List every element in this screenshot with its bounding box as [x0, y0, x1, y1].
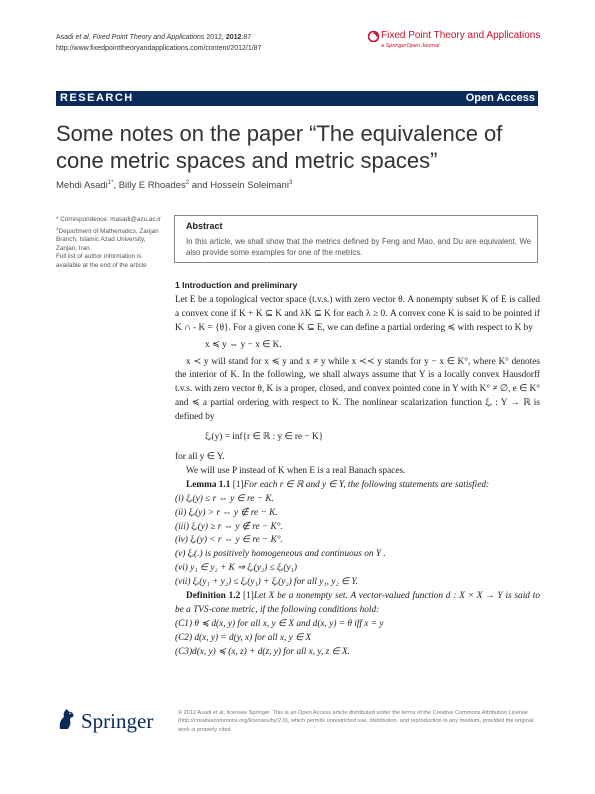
article-url[interactable]: http://www.fixedpointtheoryandapplications.com/content/2012/1/87 — [56, 45, 262, 52]
definition-label: Definition 1.2 — [186, 591, 241, 602]
section-heading: 1 Introduction and preliminary — [175, 280, 298, 290]
equation: ξₑ(y) = inf{r ∈ ℝ : y ∈ re − K} — [205, 432, 324, 443]
author-name[interactable]: Billy E Rhoades — [118, 180, 186, 192]
article-title: Some notes on the paper “The equivalence of cone metric spaces and metric spaces” — [56, 121, 503, 173]
lemma-item: (vi) y₁ ∈ y₂ + K ⇒ ξₑ(y₂) ≤ ξₑ(y₁) — [175, 563, 297, 574]
author-affiliation-mark: 1* — [107, 180, 114, 186]
citation-authors: Asadi — [56, 34, 76, 41]
citation-article: :87 — [241, 34, 252, 41]
affiliation — [56, 225, 166, 254]
journal-subtitle: a SpringerOpen Journal — [381, 43, 440, 49]
author-affiliation-mark: 2 — [185, 180, 190, 186]
header-citation — [56, 32, 261, 54]
journal-logo — [368, 31, 543, 55]
abstract-text: In this article, we shall show that the metrics defined by Feng and Mao, and Du are equivalent. We also provide some examples for one of the metrics. — [186, 237, 531, 257]
paragraph: Let E be a topological vector space (t.v.s.) with zero vector θ. A nonempty subset K of E is called a convex cone if K + K ⊆ K and λK ⊆ K for each λ ≥ 0. A convex cone K is said to be pointed if K ∩ - K = {θ}. For a given cone K ⊆ E, we can define a partial ordering ≼ with respect to K by — [175, 294, 540, 333]
definition — [175, 590, 540, 618]
springeropen-logo-icon — [368, 31, 379, 42]
lemma-item: (i) ξₑ(y) ≤ r ⇔ y ∈ re − K. — [175, 493, 274, 504]
affiliation-text: Department of Mathematics, Zanjan Branch, Islamic Azad University, Zanjan, Iran — [56, 227, 159, 252]
author-separator: , — [113, 180, 119, 192]
abstract-heading: Abstract — [186, 221, 223, 231]
paragraph: We will use P instead of K when E is a real Banach spaces. — [186, 465, 406, 476]
equation: x ≼ y ⇔ y − x ∈ K. — [205, 339, 282, 350]
lemma-item: (vii) ξₑ(y₁ + y₂) ≤ ξₑ(y₁) + ξₑ(y₂) for all y₁, y₂ ∈ Y. — [175, 577, 359, 588]
publisher-logo — [56, 707, 171, 733]
affiliation-mark: 1 — [56, 225, 59, 231]
citation-journal: et al. Fixed Point Theory and Applications — [75, 34, 205, 41]
citation-year: 2012, — [204, 34, 226, 41]
definition-condition: (C2) d(x, y) = d(y, x) for all x, y ∈ X — [175, 632, 312, 643]
citation-ref[interactable]: [1] — [230, 479, 244, 490]
author-name[interactable]: Hossein Soleimani — [210, 180, 289, 192]
lemma-item: (ii) ξₑ(y) > r ⇔ y ∉ re − K. — [175, 507, 278, 518]
author-list — [56, 180, 292, 191]
paragraph: x ≺ y will stand for x ≼ y and x ≠ y while x ≺≺ y stands for y − x ∈ K°, where K° denotes the interior of K. In the following, we shall always assume that Y is a locally convex Hausdorff t.v.s. with zero vector θ, K is a proper, closed, and convex pointed cone in Y with K° ≠ ∅, e ∈ K° and ≼ a partial ordering with respect to K. The nonlinear scalarization function ξₑ : Y → ℝ is defined by — [175, 356, 540, 423]
author-name[interactable]: Mehdi Asadi — [56, 180, 108, 192]
article-type-label: RESEARCH — [60, 92, 134, 104]
definition-condition: (C1) θ ≼ d(x, y) for all x, y ∈ X and d(x, y) = θ iff x = y — [175, 618, 384, 629]
paragraph: for all y ∈ Y. — [175, 451, 225, 462]
article-type-banner — [56, 91, 538, 106]
correspondence[interactable]: * Correspondence: masadi@azu.ac.ir — [56, 216, 161, 223]
lemma-item: (iv) ξₑ(y) < r ⇔ y ∈ re − K°. — [175, 535, 283, 546]
citation-volume: 2012 — [225, 34, 242, 41]
abstract-box — [174, 215, 538, 263]
definition-text: Let X be a nonempty set. A vector-valued function d : X × X → Y is said to be a TVS-cone metric, if the following conditions hold: — [175, 591, 540, 615]
lemma — [175, 479, 540, 493]
author-separator: and — [189, 180, 211, 192]
open-access-label: Open Access — [465, 92, 535, 104]
springer-horse-icon — [56, 707, 76, 731]
author-info-sidebar — [56, 216, 166, 271]
lemma-item: (v) ξₑ(.) is positively homogeneous and continuous on Y . — [175, 549, 386, 560]
article-body — [175, 279, 540, 660]
author-info-note: Full list of author information is available at the end of the article — [56, 253, 147, 270]
citation-ref[interactable]: [1] — [240, 591, 254, 602]
journal-name: Fixed Point Theory and Applications — [381, 30, 541, 41]
lemma-item: (iii) ξₑ(y) ≥ r ⇔ y ∉ re − K°. — [175, 521, 283, 532]
lemma-text: For each r ∈ ℝ and y ∈ Y, the following statements are satisfied: — [243, 479, 490, 490]
lemma-label: Lemma 1.1 — [186, 479, 231, 490]
definition-condition: (C3)d(x, y) ≼ (x, z) + d(z, y) for all x, y, z ∈ X. — [175, 646, 351, 657]
publisher-name: Springer — [81, 709, 154, 733]
author-affiliation-mark: 3 — [288, 180, 293, 186]
license-text: © 2012 Asadi et al; licensee Springer. This is an Open Access article distributed under the terms of the Creative Commons Attribution License (http://creativecommons.org/licenses/by/2.0), which permits unrestricted use, distribution, and reproduction in any medium, provided the original work is properly cited. — [178, 710, 534, 733]
citation-line — [56, 32, 261, 43]
